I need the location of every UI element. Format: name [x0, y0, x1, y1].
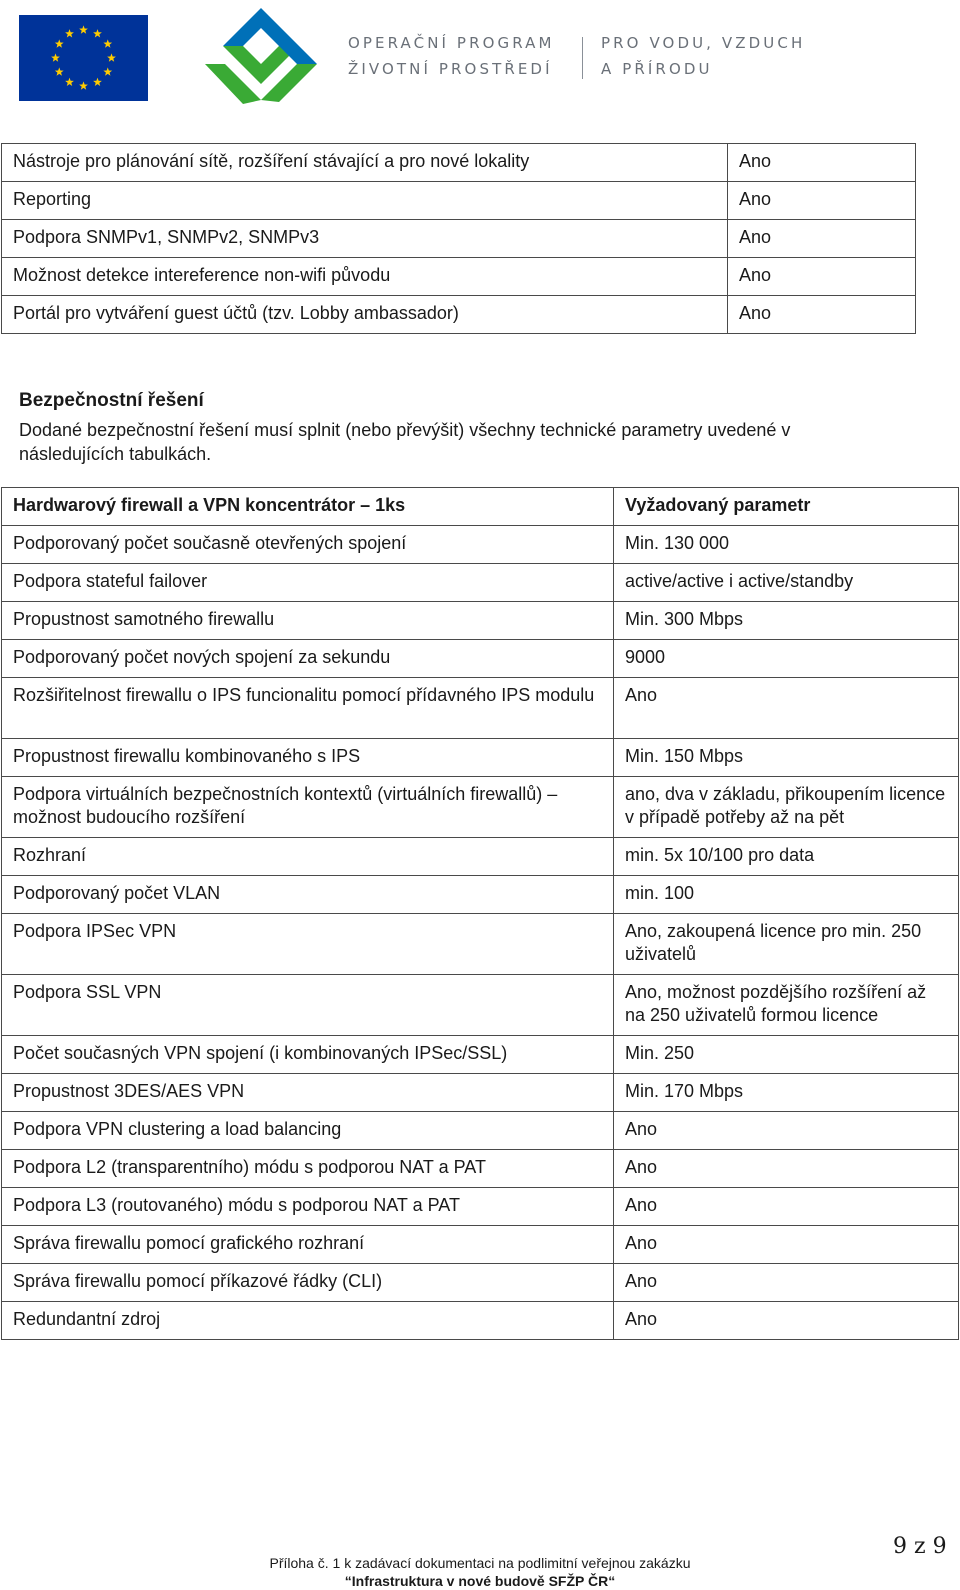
param-cell: Redundantní zdroj	[2, 1302, 614, 1340]
param-cell: Podpora SNMPv1, SNMPv2, SNMPv3	[2, 220, 728, 258]
param-cell: Správa firewallu pomocí příkazové řádky (CLI)	[2, 1264, 614, 1302]
footer-project-name: “Infrastruktura v nové budově SFŽP ČR“	[344, 1573, 616, 1589]
param-cell: Podporovaný počet VLAN	[2, 876, 614, 914]
param-cell: Podporovaný počet nových spojení za sekundu	[2, 640, 614, 678]
table-row	[2, 144, 916, 182]
value-cell: Ano	[614, 1302, 959, 1340]
param-cell: Nástroje pro plánování sítě, rozšíření stávající a pro nové lokality	[2, 144, 728, 182]
value-cell: 9000	[614, 640, 959, 678]
param-cell: Reporting	[2, 182, 728, 220]
table-row	[2, 739, 959, 777]
value-cell: min. 100	[614, 876, 959, 914]
param-cell: Podpora L3 (routovaného) módu s podporou NAT a PAT	[2, 1188, 614, 1226]
table-row	[2, 296, 916, 334]
value-cell: Ano	[614, 1150, 959, 1188]
value-cell: Min. 250	[614, 1036, 959, 1074]
table-row	[2, 975, 959, 1036]
value-cell: active/active i active/standby	[614, 564, 959, 602]
table-row	[2, 914, 959, 975]
header-divider	[582, 37, 583, 79]
table-row	[2, 258, 916, 296]
param-cell: Podpora VPN clustering a load balancing	[2, 1112, 614, 1150]
slogan-line1: PRO VODU, VZDUCH	[601, 34, 806, 52]
header-param-cell: Hardwarový firewall a VPN koncentrátor – 1ks	[2, 488, 614, 526]
value-cell: Ano	[614, 1112, 959, 1150]
param-cell: Propustnost 3DES/AES VPN	[2, 1074, 614, 1112]
eu-flag-logo	[19, 15, 148, 101]
param-cell: Správa firewallu pomocí grafického rozhraní	[2, 1226, 614, 1264]
table-row	[2, 182, 916, 220]
param-cell: Podpora L2 (transparentního) módu s podporou NAT a PAT	[2, 1150, 614, 1188]
table-row	[2, 602, 959, 640]
param-cell: Propustnost firewallu kombinovaného s IPS	[2, 739, 614, 777]
program-name-line1: OPERAČNÍ PROGRAM	[348, 34, 555, 52]
value-cell: ano, dva v základu, přikoupením licence v případě potřeby až na pět	[614, 777, 959, 838]
value-cell: Ano	[614, 1188, 959, 1226]
table-row	[2, 876, 959, 914]
param-cell: Možnost detekce intereference non-wifi původu	[2, 258, 728, 296]
value-cell: Ano	[728, 182, 916, 220]
table-row	[2, 1302, 959, 1340]
table-row	[2, 1264, 959, 1302]
table-header-row	[2, 488, 959, 526]
param-cell: Podpora virtuálních bezpečnostních kontextů (virtuálních firewallů) – možnost budoucího rozšíření	[2, 777, 614, 838]
slogan-line2: A PŘÍRODU	[601, 60, 713, 78]
value-cell: min. 5x 10/100 pro data	[614, 838, 959, 876]
value-cell: Ano, možnost pozdějšího rozšíření až na 250 uživatelů formou licence	[614, 975, 959, 1036]
value-cell: Ano	[728, 220, 916, 258]
page-header	[0, 0, 960, 120]
value-cell: Ano	[728, 144, 916, 182]
param-cell: Podpora stateful failover	[2, 564, 614, 602]
value-cell: Ano	[728, 258, 916, 296]
param-cell: Podporovaný počet současně otevřených spojení	[2, 526, 614, 564]
param-cell: Rozhraní	[2, 838, 614, 876]
table-row	[2, 678, 959, 739]
value-cell: Min. 130 000	[614, 526, 959, 564]
table-row	[2, 1112, 959, 1150]
section-title: Bezpečnostní řešení	[19, 390, 204, 411]
page-number: 9 z 9	[893, 1534, 947, 1559]
value-cell: Ano	[614, 1226, 959, 1264]
param-cell: Počet současných VPN spojení (i kombinovaných IPSec/SSL)	[2, 1036, 614, 1074]
firewall-parameters-table	[1, 487, 959, 1340]
param-cell: Propustnost samotného firewallu	[2, 602, 614, 640]
table-row	[2, 1036, 959, 1074]
table-row	[2, 220, 916, 258]
value-cell: Ano	[614, 1264, 959, 1302]
footer-attachment-note: Příloha č. 1 k zadávací dokumentaci na podlimitní veřejnou zakázku	[269, 1555, 691, 1571]
table-row	[2, 1226, 959, 1264]
table-row	[2, 640, 959, 678]
table-row	[2, 1188, 959, 1226]
param-cell: Portál pro vytváření guest účtů (tzv. Lobby ambassador)	[2, 296, 728, 334]
table-row	[2, 1074, 959, 1112]
table-row	[2, 838, 959, 876]
value-cell: Ano	[728, 296, 916, 334]
param-cell: Rozšiřitelnost firewallu o IPS funcionalitu pomocí přídavného IPS modulu	[2, 678, 614, 739]
wifi-parameters-table	[1, 143, 916, 334]
section-description: Dodané bezpečnostní řešení musí splnit (nebo převýšit) všechny technické parametry uvedené v následujících tabulkách.	[19, 420, 791, 464]
opzp-logo	[195, 6, 327, 106]
value-cell: Ano, zakoupená licence pro min. 250 uživatelů	[614, 914, 959, 975]
value-cell: Ano	[614, 678, 959, 739]
param-cell: Podpora IPSec VPN	[2, 914, 614, 975]
table-row	[2, 777, 959, 838]
table-row	[2, 564, 959, 602]
program-name-line2: ŽIVOTNÍ PROSTŘEDÍ	[348, 60, 553, 78]
param-cell: Podpora SSL VPN	[2, 975, 614, 1036]
table-row	[2, 526, 959, 564]
table-row	[2, 1150, 959, 1188]
value-cell: Min. 150 Mbps	[614, 739, 959, 777]
value-cell: Min. 300 Mbps	[614, 602, 959, 640]
header-value-cell: Vyžadovaný parametr	[614, 488, 959, 526]
value-cell: Min. 170 Mbps	[614, 1074, 959, 1112]
